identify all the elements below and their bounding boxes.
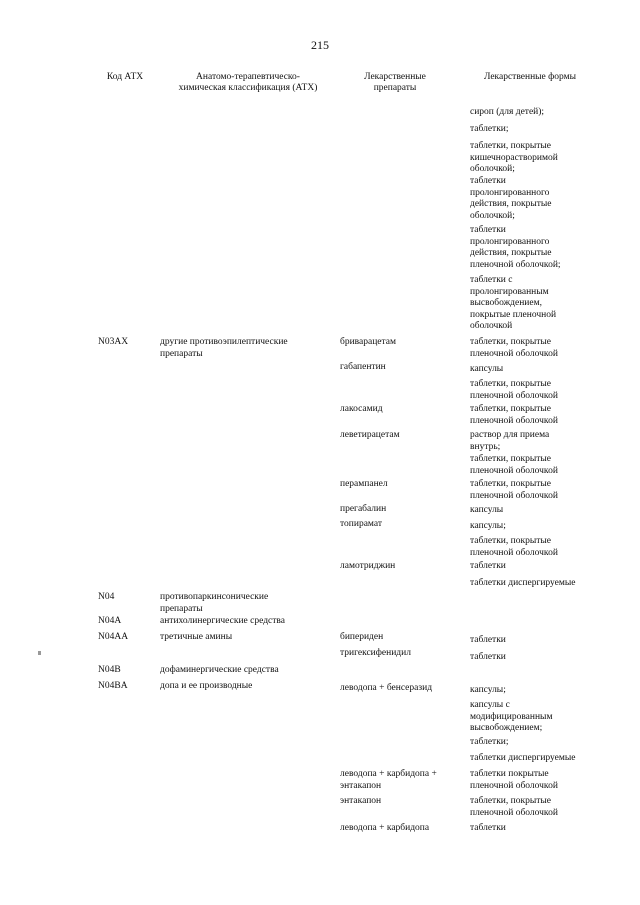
drug-form: таблетки, покрытые пленочной оболочкой [470,536,558,558]
drug-name: топирамат [340,519,382,529]
drug-name: леводопа + бенсеразид [340,683,433,693]
scan-speck [38,651,41,655]
drug-form: раствор для приема внутрь; [470,430,550,452]
drug-form: капсулы [470,505,504,515]
drug-form: таблетки; [470,737,509,747]
continued-form: таблетки; [470,124,509,134]
drug-form: таблетки [470,561,506,571]
continued-form: таблетки пролонгированного действия, покрытые пленочной оболочкой; [470,225,561,270]
drug-name: лакосамид [340,404,383,414]
atc-code: N04 [98,592,115,602]
drug-name: энтакапон [340,796,382,806]
drug-name: бриварацетам [340,337,397,347]
atc-classification: третичные амины [160,632,233,642]
drug-form: таблетки диспергируемые [470,753,576,763]
atc-classification: другие противоэпилептические препараты [160,337,288,359]
atc-code: N04B [98,665,121,675]
drug-name: леводопа + карбидопа [340,823,430,833]
drug-form: таблетки, покрытые пленочной оболочкой [470,796,558,818]
drug-name: габапентин [340,362,386,372]
atc-code: N04A [98,616,122,626]
drug-form: таблетки [470,823,506,833]
drug-form: таблетки [470,635,506,645]
atc-classification: дофаминергические средства [160,665,279,675]
drug-form: таблетки, покрытые пленочной оболочкой [470,337,558,359]
drug-name: ламотриджин [340,561,396,571]
atc-classification: противопаркинсонические препараты [160,592,269,614]
drug-form: таблетки, покрытые пленочной оболочкой [470,379,558,401]
drug-form: таблетки, покрытые пленочной оболочкой [470,479,558,501]
header-drugs: Лекарственные препараты [364,72,426,93]
atc-classification: допа и ее производные [160,681,253,691]
drug-name: леветирацетам [340,430,400,440]
drug-name: леводопа + карбидопа + энтакапон [340,769,437,791]
drug-form: капсулы [470,364,504,374]
drug-name: перампанел [340,479,388,489]
drug-form: таблетки диспергируемые [470,578,576,588]
drug-form: таблетки, покрытые пленочной оболочкой [470,454,558,476]
atc-code: N04AA [98,632,129,642]
drug-form: капсулы с модифицированным высвобождением; [470,700,553,733]
drug-form: таблетки покрытые пленочной оболочкой [470,769,558,791]
header-code: Код АТХ [106,72,144,82]
drug-form: таблетки [470,652,506,662]
drug-name: бипериден [340,632,384,642]
continued-form: сироп (для детей); [470,107,545,117]
drug-form: капсулы; [470,521,506,531]
header-classification: Анатомо-терапевтическо- химическая классификация (АТХ) [178,72,318,93]
page-number: 215 [311,38,329,52]
atc-code: N04BA [98,681,128,691]
continued-form: таблетки, покрытые кишечнорастворимой оболочкой; [470,141,558,174]
drug-form: таблетки, покрытые пленочной оболочкой [470,404,558,426]
continued-form: таблетки с пролонгированным высвобождением, покрытые пленочной оболочкой [470,275,557,331]
header-forms: Лекарственные формы [483,72,577,82]
drug-form: капсулы; [470,685,506,695]
atc-classification: антихолинергические средства [160,616,285,626]
continued-form: таблетки пролонгированного действия, покрытые оболочкой; [470,176,552,221]
atc-code: N03AX [98,337,129,347]
drug-name: тригексифенидил [340,648,411,658]
drug-name: прегабалин [340,504,387,514]
